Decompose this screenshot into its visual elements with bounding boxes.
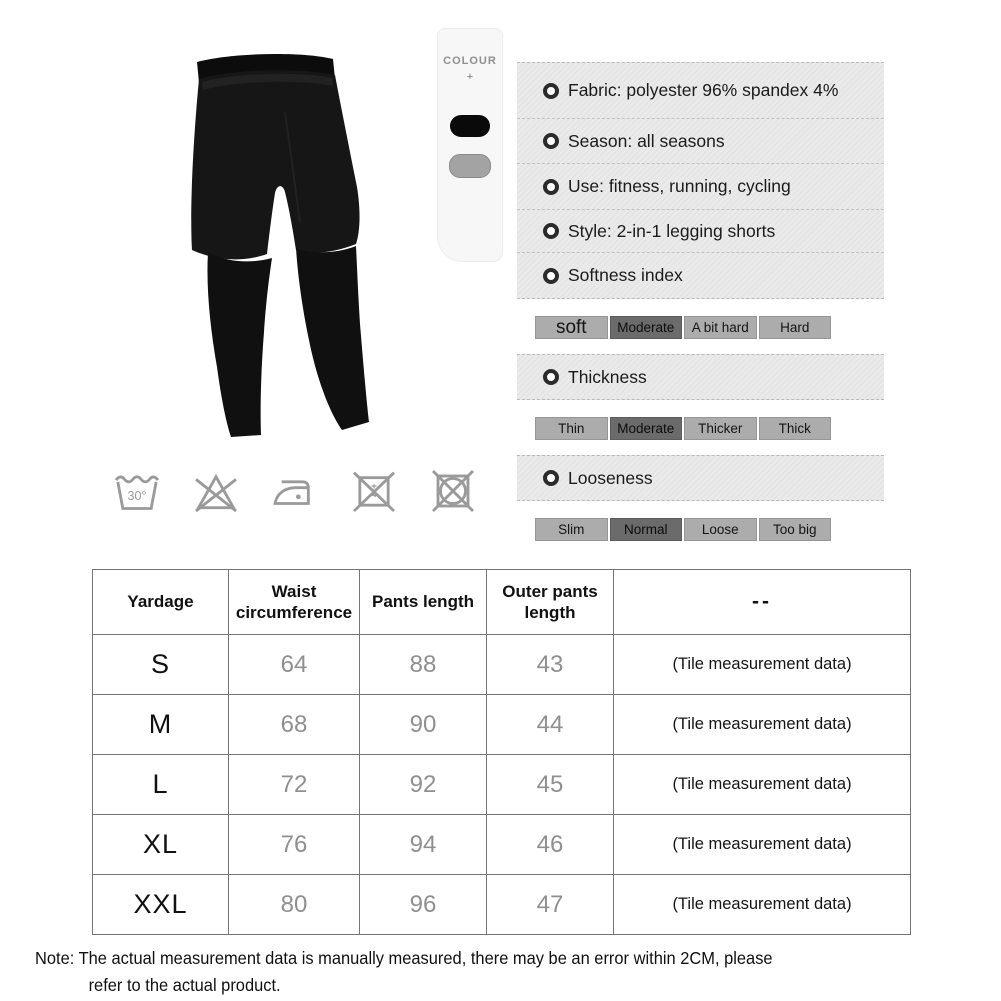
bullet-ring-icon	[543, 179, 559, 195]
do-not-tumble-dry-icon	[428, 466, 478, 516]
size-label: XXL	[93, 875, 229, 935]
product-photo-2in1-legging-shorts	[150, 52, 380, 467]
header-waist-circumference: Waist circumference	[229, 570, 360, 635]
thickness-heading-panel	[517, 354, 884, 400]
bullet-ring-icon	[543, 369, 559, 385]
colour-swatch-card	[437, 28, 503, 262]
pants-length-value: 90	[360, 695, 487, 755]
softness-option-a-bit-hard: A bit hard	[684, 316, 757, 339]
size-label: M	[93, 695, 229, 755]
shorts-leggings-illustration	[150, 52, 380, 467]
wash-30-icon	[112, 466, 162, 516]
looseness-option-normal-selected: Normal	[610, 518, 683, 541]
colour-swatch-black	[450, 115, 490, 137]
waist-value: 72	[229, 755, 360, 815]
do-not-bleach-icon	[191, 466, 241, 516]
attribute-style-label: Style: 2-in-1 legging shorts	[568, 220, 776, 241]
svg-text:30°: 30°	[127, 489, 147, 504]
care-instructions-row	[112, 466, 480, 516]
size-label: L	[93, 755, 229, 815]
tile-measurement-note: (Tile measurement data)	[614, 695, 911, 755]
looseness-option-loose: Loose	[684, 518, 757, 541]
outer-pants-length-value: 44	[487, 695, 614, 755]
thickness-option-thin: Thin	[535, 417, 608, 440]
do-not-dry-clean-icon	[349, 466, 399, 516]
thickness-heading: Thickness	[568, 366, 647, 387]
tile-measurement-note: (Tile measurement data)	[614, 755, 911, 815]
size-table-header-row	[93, 570, 911, 635]
waist-value: 68	[229, 695, 360, 755]
tile-measurement-note: (Tile measurement data)	[614, 635, 911, 695]
table-row-s	[93, 635, 911, 695]
outer-pants-length-value: 43	[487, 635, 614, 695]
outer-pants-length-value: 47	[487, 875, 614, 935]
measurement-disclaimer-note	[35, 945, 924, 999]
attribute-use	[517, 163, 884, 209]
looseness-option-slim: Slim	[535, 518, 608, 541]
header-dash: --	[614, 570, 911, 635]
looseness-option-too-big: Too big	[759, 518, 832, 541]
header-outer-pants-length: Outer pants length	[487, 570, 614, 635]
attribute-softness-label: Softness index	[568, 265, 683, 285]
table-row-l	[93, 755, 911, 815]
looseness-heading-panel	[517, 455, 884, 501]
tile-measurement-note: (Tile measurement data)	[614, 815, 911, 875]
header-yardage: Yardage	[93, 570, 229, 635]
attribute-season	[517, 118, 884, 163]
looseness-scale	[535, 518, 831, 541]
attributes-panel	[517, 62, 884, 299]
softness-option-hard: Hard	[759, 316, 832, 339]
thickness-scale	[535, 417, 831, 440]
thickness-option-thicker: Thicker	[684, 417, 757, 440]
bullet-ring-icon	[543, 223, 559, 239]
bullet-ring-icon	[543, 83, 559, 99]
attribute-style	[517, 209, 884, 252]
attribute-fabric	[517, 63, 884, 118]
attribute-use-label: Use: fitness, running, cycling	[568, 176, 791, 196]
colour-swatch-grey	[449, 154, 491, 178]
note-line-1: Note: The actual measurement data is manually measured, there may be an error within 2CM, please	[35, 948, 773, 968]
tile-measurement-note: (Tile measurement data)	[614, 875, 911, 935]
attribute-softness-index	[517, 252, 884, 298]
table-row-xxl	[93, 875, 911, 935]
bullet-ring-icon	[543, 470, 559, 486]
outer-pants-length-value: 46	[487, 815, 614, 875]
bullet-ring-icon	[543, 133, 559, 149]
bullet-ring-icon	[543, 268, 559, 284]
iron-icon	[270, 466, 320, 516]
attribute-season-label: Season: all seasons	[568, 130, 725, 151]
softness-option-soft: soft	[535, 316, 608, 339]
looseness-heading: Looseness	[568, 467, 653, 488]
note-line-2: refer to the actual product.	[88, 975, 281, 996]
attribute-fabric-label: Fabric: polyester 96% spandex 4%	[568, 80, 839, 100]
size-chart-table	[92, 569, 911, 935]
outer-pants-length-value: 45	[487, 755, 614, 815]
size-label: S	[93, 635, 229, 695]
waist-value: 76	[229, 815, 360, 875]
header-pants-length: Pants length	[360, 570, 487, 635]
table-row-m	[93, 695, 911, 755]
size-label: XL	[93, 815, 229, 875]
table-row-xl	[93, 815, 911, 875]
pants-length-value: 94	[360, 815, 487, 875]
waist-value: 80	[229, 875, 360, 935]
pants-length-value: 88	[360, 635, 487, 695]
pants-length-value: 92	[360, 755, 487, 815]
softness-scale	[535, 316, 831, 339]
thickness-option-thick: Thick	[759, 417, 832, 440]
colour-title: COLOUR	[443, 55, 497, 67]
pants-length-value: 96	[360, 875, 487, 935]
softness-option-moderate-selected: Moderate	[610, 316, 683, 339]
thickness-option-moderate-selected: Moderate	[610, 417, 683, 440]
plus-icon: +	[466, 71, 474, 83]
waist-value: 64	[229, 635, 360, 695]
